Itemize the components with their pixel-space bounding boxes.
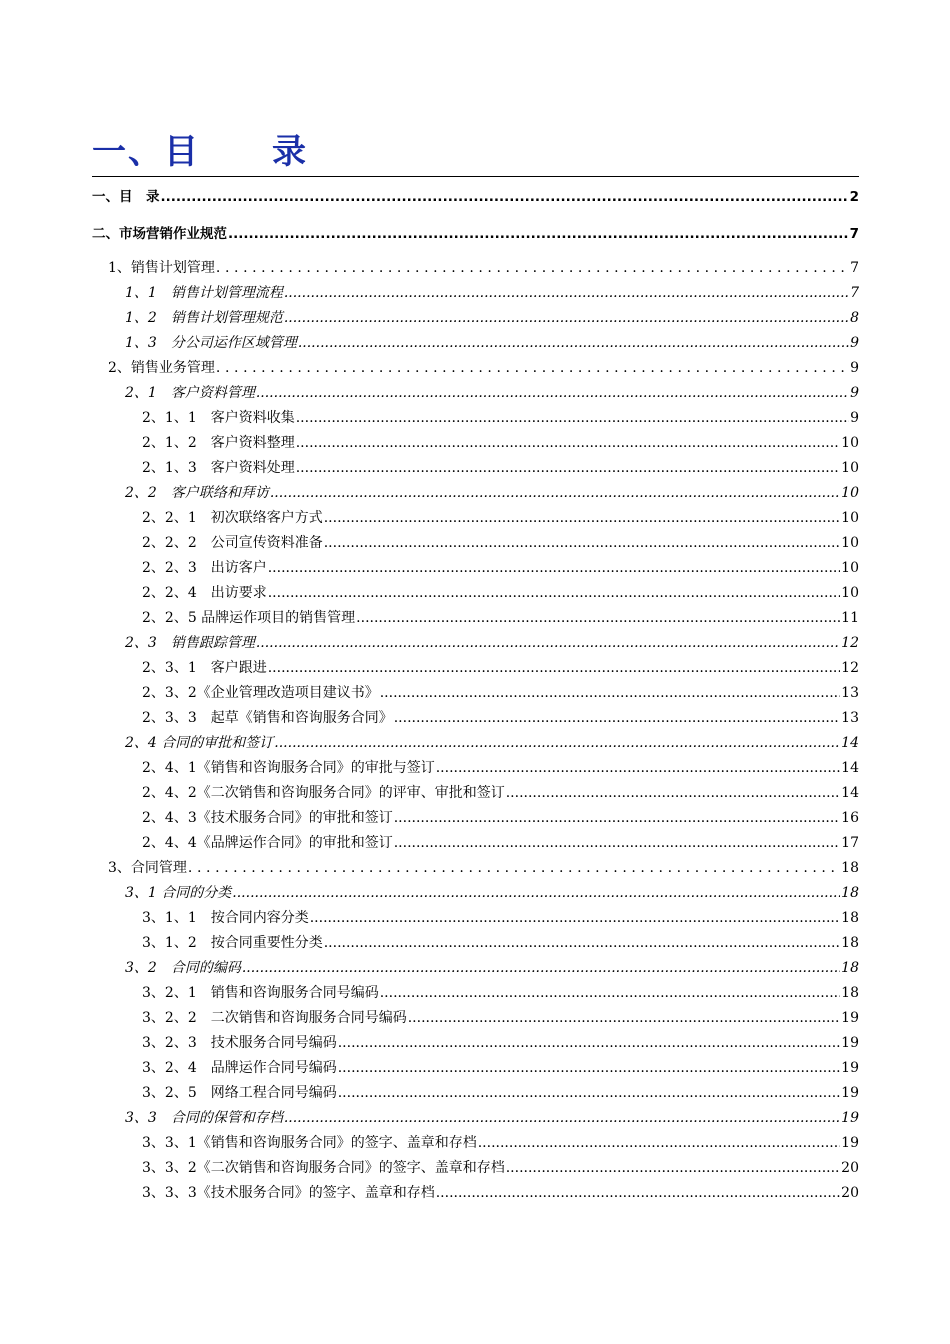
toc-entry-label: 2、销售业务管理	[108, 360, 215, 376]
toc-dot-leader	[338, 1032, 840, 1054]
toc-page-number: 7	[850, 260, 859, 276]
title-divider	[92, 176, 859, 177]
toc-entry-label: 一、目 录	[92, 189, 160, 205]
toc-dot-leader	[268, 582, 840, 604]
toc-dot-leader	[324, 532, 840, 554]
toc-dot-leader	[161, 186, 849, 208]
toc-entry-label: 2、2、2 公司宣传资料准备	[142, 535, 323, 551]
toc-entry[interactable]	[142, 757, 859, 779]
toc-dot-leader	[338, 1057, 840, 1079]
toc-page-number: 19	[841, 1085, 859, 1101]
toc-page-number: 10	[841, 460, 859, 476]
toc-dot-leader	[268, 657, 840, 679]
toc-dot-leader	[324, 507, 840, 529]
toc-dot-leader	[284, 282, 849, 304]
toc-entry-label: 2、3、2《企业管理改造项目建议书》	[142, 685, 379, 701]
toc-entry[interactable]	[142, 982, 859, 1004]
toc-entry[interactable]	[142, 1057, 859, 1079]
toc-page-number: 10	[841, 485, 859, 501]
toc-dot-leader	[284, 1107, 840, 1129]
toc-dot-leader	[268, 557, 840, 579]
toc-dot-leader	[296, 457, 840, 479]
toc-entry-label: 3、1 合同的分类	[125, 885, 232, 901]
toc-entry[interactable]	[142, 657, 859, 679]
toc-entry-label: 2、2、1 初次联络客户方式	[142, 510, 323, 526]
toc-entry-label: 1、销售计划管理	[108, 260, 215, 276]
toc-entry-label: 2、4、2《二次销售和咨询服务合同》的评审、审批和签订	[142, 785, 505, 801]
toc-entry[interactable]	[108, 257, 859, 279]
toc-entry[interactable]	[142, 807, 859, 829]
toc-entry[interactable]	[125, 307, 859, 329]
toc-entry[interactable]	[142, 832, 859, 854]
toc-entry-label: 1、1 销售计划管理流程	[125, 285, 283, 301]
toc-entry-label: 2、1 客户资料管理	[125, 385, 255, 401]
toc-dot-leader	[216, 257, 849, 279]
toc-dot-leader	[380, 982, 840, 1004]
toc-entry-label: 2、2 客户联络和拜访	[125, 485, 269, 501]
toc-dot-leader	[242, 957, 840, 979]
toc-dot-leader	[270, 482, 840, 504]
toc-page-number: 10	[841, 535, 859, 551]
toc-dot-leader	[436, 757, 840, 779]
toc-entry-label: 2、3、1 客户跟进	[142, 660, 267, 676]
toc-entry[interactable]	[125, 957, 859, 979]
toc-entry[interactable]	[125, 382, 859, 404]
toc-page-number: 2	[849, 189, 859, 205]
toc-dot-leader	[394, 832, 840, 854]
toc-page-number: 18	[841, 935, 859, 951]
toc-entry-label: 2、1、3 客户资料处理	[142, 460, 295, 476]
toc-dot-leader	[394, 707, 840, 729]
toc-entry[interactable]	[142, 932, 859, 954]
toc-entry[interactable]	[142, 1007, 859, 1029]
toc-page-number: 11	[841, 610, 859, 626]
toc-dot-leader	[310, 907, 840, 929]
toc-page-number: 10	[841, 435, 859, 451]
toc-entry[interactable]	[142, 682, 859, 704]
toc-entry[interactable]	[142, 707, 859, 729]
toc-page-number: 19	[841, 1110, 859, 1126]
toc-entry-label: 3、2、1 销售和咨询服务合同号编码	[142, 985, 379, 1001]
toc-page-number: 12	[841, 635, 859, 651]
toc-page-number: 14	[841, 760, 859, 776]
toc-entry[interactable]	[142, 532, 859, 554]
toc-entry-label: 二、市场营销作业规范	[92, 226, 227, 242]
toc-dot-leader	[394, 807, 840, 829]
toc-entry[interactable]	[142, 457, 859, 479]
toc-dot-leader	[408, 1007, 840, 1029]
toc-entry-label: 3、合同管理	[108, 860, 187, 876]
toc-dot-leader	[232, 882, 840, 904]
toc-entry-label: 3、2、5 网络工程合同号编码	[142, 1085, 337, 1101]
toc-dot-leader	[256, 382, 849, 404]
toc-page-number: 19	[841, 1010, 859, 1026]
toc-entry-label: 3、3 合同的保管和存档	[125, 1110, 283, 1126]
toc-entry[interactable]	[92, 223, 859, 245]
page-title: 一、目 录	[92, 132, 308, 172]
toc-dot-leader	[506, 782, 840, 804]
toc-dot-leader	[380, 682, 840, 704]
toc-page-number: 19	[841, 1060, 859, 1076]
toc-dot-leader	[324, 932, 840, 954]
toc-page-number: 20	[841, 1160, 859, 1176]
toc-dot-leader	[188, 857, 840, 879]
toc-entry-label: 1、2 销售计划管理规范	[125, 310, 283, 326]
toc-entry-label: 3、2 合同的编码	[125, 960, 241, 976]
toc-entry-label: 2、4 合同的审批和签订	[125, 735, 274, 751]
toc-entry-label: 2、1、2 客户资料整理	[142, 435, 295, 451]
toc-dot-leader	[284, 307, 849, 329]
toc-page-number: 18	[841, 960, 859, 976]
toc-page-number: 13	[841, 710, 859, 726]
toc-page-number: 18	[841, 885, 859, 901]
toc-entry[interactable]	[142, 1132, 859, 1154]
toc-entry-label: 3、1、2 按合同重要性分类	[142, 935, 323, 951]
toc-entry[interactable]	[142, 1182, 859, 1204]
toc-entry-label: 3、3、3《技术服务合同》的签字、盖章和存档	[142, 1185, 435, 1201]
toc-dot-leader	[338, 1082, 840, 1104]
toc-page-number: 20	[841, 1185, 859, 1201]
toc-entry[interactable]	[142, 407, 859, 429]
toc-page-number: 14	[841, 785, 859, 801]
toc-entry-label: 3、2、2 二次销售和咨询服务合同号编码	[142, 1010, 407, 1026]
toc-entry-label: 3、1、1 按合同内容分类	[142, 910, 309, 926]
toc-page-number: 16	[841, 810, 859, 826]
toc-page-number: 9	[850, 360, 859, 376]
toc-dot-leader	[274, 732, 840, 754]
toc-entry[interactable]	[92, 186, 859, 208]
toc-entry[interactable]	[125, 282, 859, 304]
toc-page-number: 7	[849, 226, 859, 242]
toc-page-number: 7	[850, 285, 859, 301]
toc-entry[interactable]	[142, 507, 859, 529]
toc-page-number: 18	[841, 910, 859, 926]
toc-page-number: 9	[850, 385, 859, 401]
toc-page-number: 19	[841, 1035, 859, 1051]
toc-entry-label: 1、3 分公司运作区域管理	[125, 335, 297, 351]
toc-page-number: 8	[850, 310, 859, 326]
toc-entry-label: 2、3 销售跟踪管理	[125, 635, 255, 651]
toc-entry[interactable]	[108, 857, 859, 879]
toc-entry[interactable]	[125, 482, 859, 504]
toc-entry-label: 3、3、1《销售和咨询服务合同》的签字、盖章和存档	[142, 1135, 477, 1151]
toc-entry-label: 2、4、1《销售和咨询服务合同》的审批与签订	[142, 760, 435, 776]
toc-dot-leader	[228, 223, 849, 245]
toc-page-number: 10	[841, 560, 859, 576]
toc-entry-label: 2、4、3《技术服务合同》的审批和签订	[142, 810, 393, 826]
toc-page-number: 13	[841, 685, 859, 701]
toc-entry-label: 2、3、3 起草《销售和咨询服务合同》	[142, 710, 393, 726]
toc-dot-leader	[298, 332, 849, 354]
toc-entry-label: 3、2、3 技术服务合同号编码	[142, 1035, 337, 1051]
toc-entry[interactable]	[108, 357, 859, 379]
toc-entry[interactable]	[125, 732, 859, 754]
toc-page-number: 9	[850, 335, 859, 351]
toc-entry[interactable]	[142, 607, 859, 629]
toc-entry[interactable]	[125, 632, 859, 654]
toc-entry[interactable]	[125, 1107, 859, 1129]
toc-dot-leader	[256, 632, 840, 654]
toc-page-number: 18	[841, 985, 859, 1001]
toc-entry[interactable]	[142, 782, 859, 804]
toc-page-number: 10	[841, 510, 859, 526]
toc-dot-leader	[296, 407, 849, 429]
toc-page-number: 18	[841, 860, 859, 876]
toc-entry[interactable]	[142, 907, 859, 929]
toc-entry[interactable]	[142, 1157, 859, 1179]
toc-page-number: 10	[841, 585, 859, 601]
toc-entry-label: 2、2、5 品牌运作项目的销售管理	[142, 610, 356, 626]
toc-entry[interactable]	[142, 1032, 859, 1054]
toc-dot-leader	[436, 1182, 840, 1204]
toc-entry[interactable]	[142, 582, 859, 604]
toc-entry[interactable]	[142, 432, 859, 454]
toc-page-number: 14	[841, 735, 859, 751]
toc-entry-label: 2、1、1 客户资料收集	[142, 410, 295, 426]
toc-page-number: 19	[841, 1135, 859, 1151]
toc-entry-label: 2、2、4 出访要求	[142, 585, 267, 601]
toc-entry[interactable]	[125, 332, 859, 354]
toc-dot-leader	[506, 1157, 840, 1179]
toc-entry-label: 2、4、4《品牌运作合同》的审批和签订	[142, 835, 393, 851]
toc-dot-leader	[296, 432, 840, 454]
toc-entry-label: 3、2、4 品牌运作合同号编码	[142, 1060, 337, 1076]
toc-dot-leader	[356, 607, 840, 629]
toc-dot-leader	[478, 1132, 840, 1154]
toc-entry[interactable]	[142, 557, 859, 579]
toc-page-number: 9	[850, 410, 859, 426]
toc-entry[interactable]	[142, 1082, 859, 1104]
toc-entry-label: 2、2、3 出访客户	[142, 560, 267, 576]
toc-entry[interactable]	[125, 882, 859, 904]
toc-page-number: 12	[841, 660, 859, 676]
toc-page-number: 17	[841, 835, 859, 851]
toc-entry-label: 3、3、2《二次销售和咨询服务合同》的签字、盖章和存档	[142, 1160, 505, 1176]
toc-dot-leader	[216, 357, 849, 379]
